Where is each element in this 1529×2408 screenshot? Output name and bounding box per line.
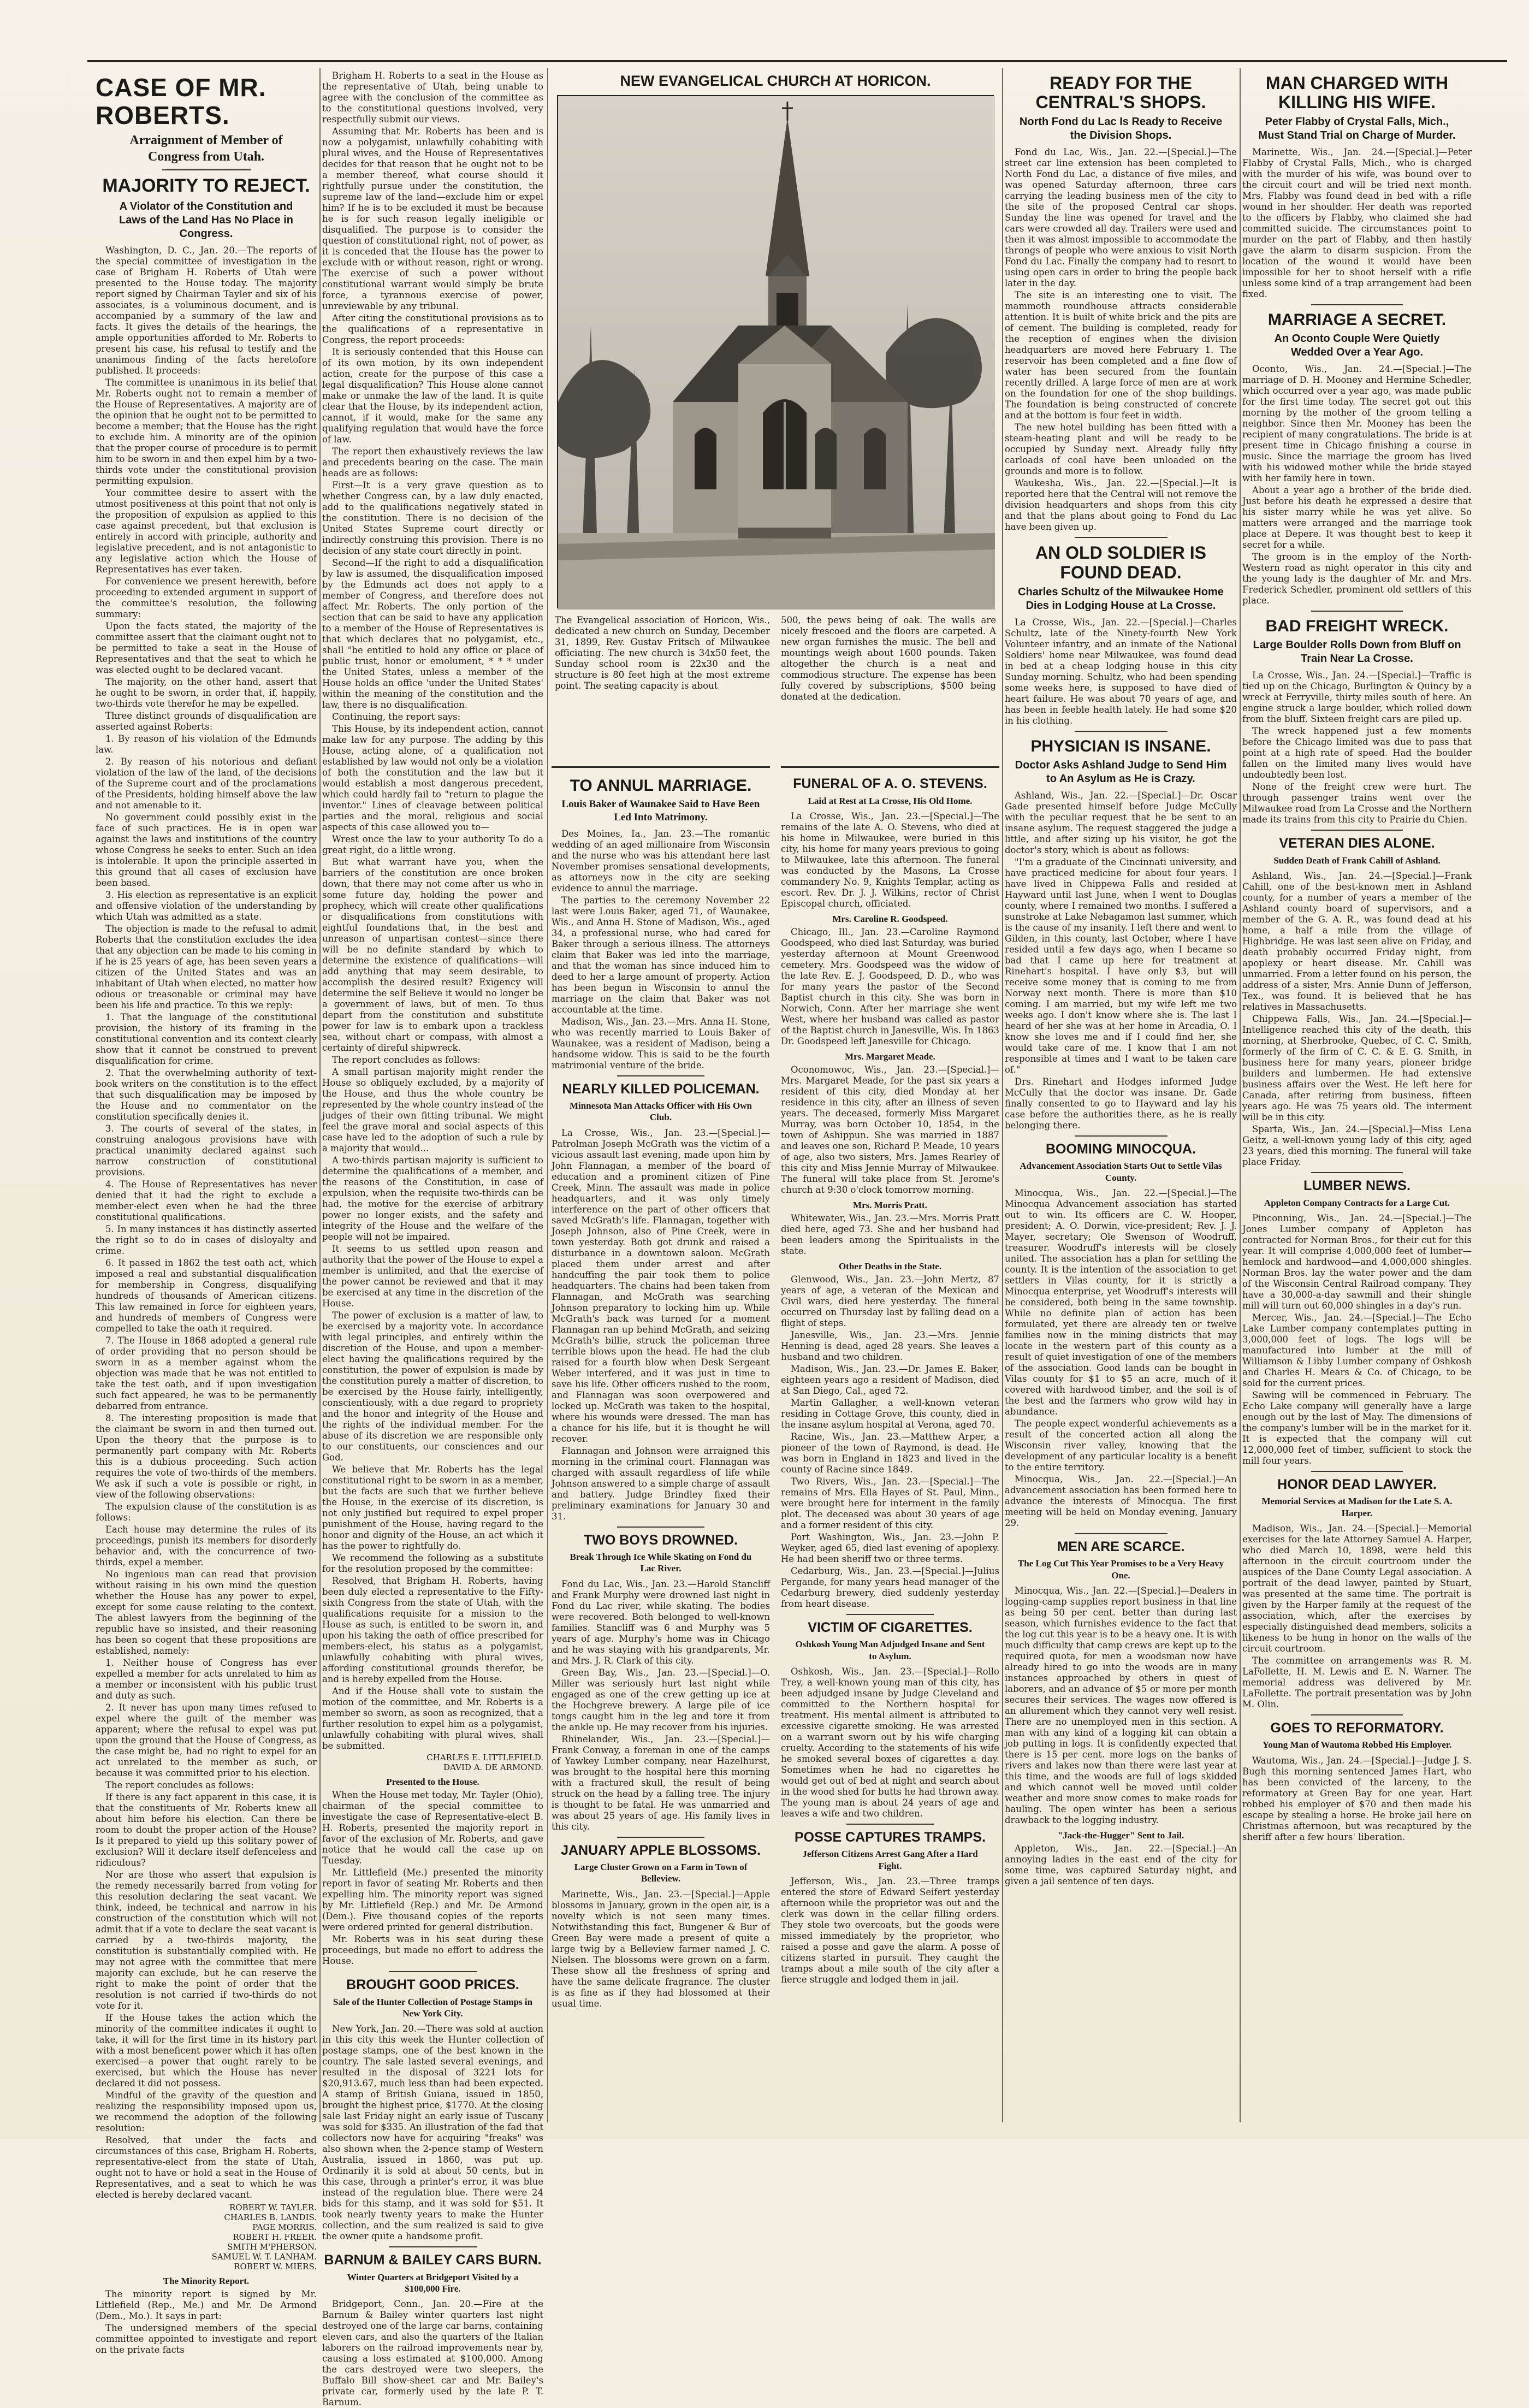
deck-lumber: Appleton Company Contracts for a Large Cut.: [1264, 1197, 1450, 1208]
caption-left: The Evangelical association of Horicon, Wis., dedicated a new church on Sunday, December 31, 1899, Rev. Gustav Fritsch of Milwaukee officiating. The new church is 34x50 feet, the Sunday school room is 22x30 and the structure is 80 feet high at the most extreme point. The seating capacity is about: [555, 615, 770, 691]
headline-reformatory: GOES TO REFORMATORY.: [1270, 1720, 1444, 1736]
paragraph: Drs. Rinehart and Hodges informed Judge McCully that the doctor was insane. Dr. Gade finally consented to go to Hayward and lay his case before the authorities there, as he is really belonging there.: [1005, 1076, 1237, 1131]
paragraph: We believe that Mr. Roberts has the legal constitutional right to be sworn in as a member, but the facts are such that we further believe the House, in the exercise of its discretion, is not only justified but required to expel proper punishment of the House, having regard to the honor and dignity of the House, an act which it has the power to rightfully do.: [322, 1464, 543, 1551]
separator: [1311, 1471, 1403, 1472]
headline-tramps: POSSE CAPTURES TRAMPS.: [794, 1829, 986, 1845]
paragraph: Wrest once the law to your authority To do a great right, do a little wrong.: [322, 834, 543, 855]
paragraph: A two-thirds partisan majority is sufficient to determine the qualifications of a member, and the reasons of the Constitution, in case of expulsion, when the requisite two-thirds can be had, the motive for the exercise of arbitrary power no longer exists, and the safety and integrity of the House and the welfare of the people will not be impaired.: [322, 1155, 543, 1242]
deck-funeral: Laid at Rest at La Crosse, His Old Home.: [808, 795, 973, 806]
paragraph: 2. By reason of his notorious and defiant violation of the law of the land, of the decisions of the Supreme court and of the proclamations of the Presidents, holding himself above the law and not amenable to it.: [96, 756, 317, 810]
paragraph: Washington, D. C., Jan. 20.—The reports of the special committee of investigation in the case of Brigham H. Roberts of Utah were presented to the House today. The majority report signed by Chairman Tayler and six of his associates, is a voluminous document, and is accompanied by a summary of the law and facts. It gives the details of the hearings, the ample opportunities afforded to Mr. Roberts to present his case, his refusal to testify and the unanimous finding of the facts heretofore published. It proceeds:: [96, 245, 317, 376]
deck-cigarettes: Oshkosh Young Man Adjudged Insane and Sent to Asylum.: [795, 1639, 985, 1661]
article-body: [781, 1064, 999, 1196]
signers: [322, 1753, 543, 1772]
paragraph: First—It is a very grave question as to whether Congress can, by a law duly enacted, add to the qualifications negatively stated in the constitution. There is no decision of the United States Supreme court directly or indirectly construing this provision. There is no decision of any state court directly in point.: [322, 480, 543, 556]
paragraph: The objection is made to the refusal to admit Roberts that the constitution excludes the idea that any objection can be made to his coming in if he is 25 years of age, has been seven years a citizen of the United States and was an inhabitant of Utah when elected, no matter how odious or treasonable or criminal may have been his life and practice. To this we reply:: [96, 923, 317, 1010]
article-body: [781, 927, 999, 1047]
paragraph: If there is any fact apparent in this case, it is that the constituents of Mr. Roberts knew all about him before his election. Can there be room to doubt the proper action of the House? Is it prepared to yield up this solitary power of exclusion? Will it declare itself defenceless and ridiculous?: [96, 1791, 317, 1868]
column-rule: [1002, 68, 1003, 2122]
subhead: "Jack-the-Hugger" Sent to Jail.: [1057, 1830, 1184, 1841]
paragraph: 1. That the language of the constitutional provision, the history of its framing in the constitutional convention and its context clearly show that it cannot be construed to prevent disqualification for crime.: [96, 1011, 317, 1066]
paragraph: "I'm a graduate of the Cincinnati university, and have practiced medicine for about four years. I have lived in Chippewa Falls and resided at Hayward until last June, when I went to Douglas county, where I remained two months. I suffered a sunstroke at Lake Nebagamon last summer, which is the cause of my insanity. I left there and went to Gilden, in this county, last October, where I have resided until a few days ago, when I became so bad that I came up here for treatment at Rinehart's hospital. I have only $3, but will receive some money that is coming to me from Norway next month. There is more than $10 coming. I am married, but my wife left me two weeks ago. I don't know where she is. The last I heard of her she was at her home in Arcadia, O. I know she loves me and if I could find her, she would take care of me. I know that I am not responsible at times and I want to be taken care of.": [1005, 856, 1237, 1075]
headline-majority: MAJORITY TO REJECT.: [102, 175, 310, 197]
church-photo: [557, 95, 994, 608]
deck-annul: Louis Baker of Waunakee Said to Have Been Led Into Matrimony.: [561, 798, 760, 823]
deck-secret: An Oconto Couple Were Quietly Wedded Over a Year Ago.: [1274, 333, 1440, 359]
separator: [1311, 1714, 1403, 1715]
article-body: [1005, 1585, 1237, 1826]
paragraph: No ingenious man can read that provision without raising in his own mind the question whether the House has any power to expel, except for some cause relating to the context. The ablest lawyers from the beginning of the republic have so insisted, and their reasoning has been so cogent that these propositions are established, namely:: [96, 1569, 317, 1656]
separator: [846, 1824, 934, 1825]
deck-violator: A Violator of the Constitution and Laws of the Land Has No Place in Congress.: [119, 200, 293, 240]
subhead-minority: The Minority Report.: [163, 2275, 250, 2286]
deck-drowned: Break Through Ice While Skating on Fond du Lac River.: [570, 1552, 752, 1574]
column-2: [322, 68, 543, 2407]
paragraph: It is seriously contended that this House can of its own motion, by its own independent action, create for the purpose of this case a legal disqualification? This House alone cannot make or unmake the law of the land. It is quite clear that the House, by its independent action, cannot, if it would, make for the same any qualifying regulation that would have the force of law.: [322, 347, 543, 445]
paragraph: New York, Jan. 20.—There was sold at auction in this city this week the Hunter collection of postage stamps, one of the best known in the country. The sale lasted several evenings, and resulted in the disposal of 3221 lots for $20,913.67, much less than had been expected. A stamp of British Guiana, issued in 1850, brought the highest price, $1770. At the closing sale last Friday night an early issue of Tuscany was sold for $335. An illustration of the fad that collectors now have for acquiring "freaks" was also shown when the 2-pence stamp of Western Australia, issued in 1860, was put up. Ordinarily it is sold at about 50 cents, but in this case, through a printer's error, it was blue instead of the regulation blue. There were 24 bids for this stamp, and it was sold for $51. It took nearly twenty years to make the Hunter collection, and the sum realized is said to give the owner quite a handsome profit.: [322, 2024, 543, 2241]
article-body: [1005, 147, 1237, 533]
headline-minocqua: BOOMING MINOCQUA.: [1046, 1141, 1196, 1157]
paragraph: But what warrant have you, when the barriers of the constitution are once broken down, that there may not come after us who in some future day, holding the power and prophecy, which will create other qualifications or disqualifications from constitutions with eightful foundations that, in the best and unreason of unpartisan contest—since there will be no definite standard by which to determine the existence of qualifications—will add anything that may seem desirable, to accomplish the desired result? Exigency will determine the self Believe it would no longer be a government of laws, but of men. To thus depart from the constitution and substitute power for law is to embark upon a trackless sea, without chart or compass, with almost a certainty of direful shipwreck.: [322, 857, 543, 1053]
photo-caption: [555, 615, 996, 702]
deck-scarce: The Log Cut This Year Promises to be a Very Heavy One.: [1017, 1558, 1224, 1581]
deck-policeman: Minnesota Man Attacks Officer with His Own Club.: [569, 1101, 752, 1123]
deck-soldier: Charles Schultz of the Milwaukee Home Dies in Lodging House at La Crosse.: [1018, 585, 1224, 612]
separator: [389, 2246, 477, 2247]
paragraph: Sparta, Wis., Jan. 24.—[Special.]—Miss Lena Geitz, a well-known young lady of this city, aged 23 years, died this morning. The funeral will take place Friday.: [1242, 1124, 1472, 1168]
article-body: [322, 2024, 543, 2242]
article-body: [552, 1889, 770, 2009]
paragraph: The expulsion clause of the constitution is as follows:: [96, 1501, 317, 1523]
paragraph: Minocqua, Wis., Jan. 22.—[Special.]—Dealers in logging-camp supplies report business in that line as being 50 per cent. better than during last season, which furnishes evidence to the fact that the log cut this year is to be a heavy one. It is with much difficulty that camp crews are kept up to the required quota, for men a woodsman now have already hired to go into the woods are in many instances approached by others in quest of laborers, and an advance of $5 or more per month secures their services. The wages now offered is an allurement which they cannot very well resist. There are no unemployed men in this section. A man with any kind of a logging kit can obtain a job putting in logs. It is confidently expected that there is 15 per cent. more logs on the banks of rivers and lakes now than there were last year at this time, and the woods are full of logs skidded and which cannot well be moved until colder weather and more snow comes to make roads for hauling. The open winter has been a serious drawback to the logging industry.: [1005, 1585, 1237, 1825]
paragraph: Waukesha, Wis., Jan. 22.—[Special.]—It is reported here that the Central will not remove the division headquarters and shops from this city and that the plans about going to Fond du Lac have been given up.: [1005, 478, 1237, 533]
paragraph: Two Rivers, Wis., Jan. 23.—[Special.]—The remains of Mrs. Ella Hayes of St. Paul, Minn., were brought here for interment in the family plot. The deceased was about 30 years of age and a former resident of this city.: [781, 1476, 999, 1530]
separator: [1075, 537, 1168, 538]
paragraph: 1. Neither house of Congress has ever expelled a member for acts unrelated to him as a member or inconsistent with his public trust and duty as such.: [96, 1657, 317, 1701]
paragraph: This House, by its independent action, cannot make law for any purpose. The adding by this House, acting alone, of a qualification not established by law would not only be a violation of both the constitution and the law but it would establish a most dangerous precedent, which could hardly fail to "return to plague the inventor." Lines of cleavage between political parties and the moral, religious and social aspects of this case allowed you to—: [322, 724, 543, 832]
paragraph: The committee on arrangements was R. M. LaFollette, H. M. Lewis and E. N. Warner. The memorial address was delivered by Mr. LaFollette. The portrait presentation was by John M. Olin.: [1242, 1655, 1472, 1709]
article-body: [781, 1666, 999, 1819]
paragraph: Bridgeport, Conn., Jan. 20.—Fire at the Barnum & Bailey winter quarters last night destroyed one of the large car barns, containing eleven cars, and also the quarters of the Italian laborers on the railroad improvements near by, causing a loss estimated at $100,000. Among the cars destroyed were two sleepers, the Buffalo Bill show-sheet car and Mr. Bailey's private car, formerly used by the late P. T. Barnum.: [322, 2299, 543, 2407]
paragraph: Mr. Roberts was in his seat during these proceedings, but made no effort to address the House.: [322, 1934, 543, 1966]
paragraph: Three distinct grounds of disqualification are asserted against Roberts:: [96, 710, 317, 732]
article-body: [781, 811, 999, 909]
separator: [617, 1075, 704, 1076]
article-body: [552, 1579, 770, 1832]
paragraph: Whitewater, Wis., Jan. 23.—Mrs. Morris Pratt died here, aged 73. She and her husband had been leaders among the Spiritualists in the state.: [781, 1212, 999, 1256]
deck-barnum: Winter Quarters at Bridgeport Visited by a $100,000 Fire.: [347, 2271, 519, 2294]
deck-reformatory: Young Man of Wautoma Robbed His Employer.: [1262, 1740, 1452, 1750]
separator: [1311, 304, 1403, 305]
paragraph: And if the House shall vote to sustain the motion of the committee, and Mr. Roberts is a member so sworn, as soon as recognized, that a further resolution to expel him as a polygamist, unlawfully cohabiting with plural wives, shall be submitted.: [322, 1686, 543, 1751]
paragraph: Sawing will be commenced in February. The Echo Lake company will generally have a large enough out by the last of May. The dimensions of the company's lumber will be in the market for it. It is expected that the company will cut 12,000,000 feet of timber, sufficient to stock the mill four years.: [1242, 1389, 1472, 1466]
paragraph: Des Moines, Ia., Jan. 23.—The romantic wedding of an aged millionaire from Wisconsin and the nurse who was his attendant here last November promises sensational developments, as attorneys now in the city are seeking evidence to annul the marriage.: [552, 828, 770, 894]
paragraph: Upon the facts stated, the majority of the committee assert that the claimant ought not to be permitted to take a seat in the House of Representatives and that the seat to which he was elected ought to be declared vacant.: [96, 620, 317, 675]
separator: [389, 1971, 477, 1972]
paragraph: The report concludes as follows:: [332, 1055, 481, 1065]
column-rule: [319, 68, 321, 2122]
column-5: [1242, 68, 1472, 2122]
column-rule: [547, 68, 548, 2122]
signer: CHARLES B. LANDIS.: [224, 2212, 317, 2222]
signer: SAMUEL W. T. LANHAM.: [211, 2251, 317, 2262]
headline-roberts: CASE OF MR. ROBERTS.: [96, 73, 266, 129]
paragraph: When the House met today, Mr. Tayler (Ohio), chairman of the special committee to investigate the case of Representative-elect B. H. Roberts, presented the majority report in favor of the exclusion of Mr. Roberts, and gave notice that he would call the case up on Tuesday.: [322, 1790, 543, 1866]
article-body: [1242, 1523, 1472, 1710]
headline-scarce: MEN ARE SCARCE.: [1057, 1539, 1185, 1554]
column-3a: [552, 762, 770, 2122]
paragraph: Fond du Lac, Wis., Jan. 22.—[Special.]—The street car line extension has been completed to North Fond du Lac, a distance of five miles, and was opened Saturday afternoon, three cars carrying the leading business men of the city to the site of the proposed Central car shops. Sunday the line was opened for travel and the cars were crowded all day. Trailers were used and then it was almost impossible to accommodate the throngs of people who were anxious to visit North Fond du Lac. Finally the company had to resort to using open cars in order to bring the people back later in the day.: [1005, 147, 1237, 289]
article-body: [1242, 1755, 1472, 1843]
paragraph: 1. By reason of his violation of the Edmunds law.: [96, 733, 317, 755]
paragraph: A small partisan majority might render the House so obliquely excluded, by a majority of the House, and thus the whole country be represented by the whole country instead of the judges of their own fitting tribunal. We might feel the grave moral and social aspects of this case have led to the adoption of such a rule by a majority that would...: [322, 1067, 543, 1153]
paragraph: 4. The House of Representatives has never denied that it had the right to exclude a member-elect even when he had the three constitutional qualifications.: [96, 1179, 317, 1222]
column-1: [96, 68, 317, 2355]
paragraph: Appleton, Wis., Jan. 22.—[Special.]—An annoying ladies in the east end of the city for some time, was captured Saturday night, and given a jail sentence of ten days.: [1005, 1843, 1237, 1886]
paragraph: 7. The House in 1868 adopted a general rule of order providing that no person should be sworn in as a member against whom the objection was made that he was not entitled to take the test oath, and if upon investigation such fact appeared, he was to be permanently debarred from entrance.: [96, 1335, 317, 1411]
article-body: [1242, 1213, 1472, 1466]
signers: [96, 2203, 317, 2271]
headline-drowned: TWO BOYS DROWNED.: [584, 1532, 738, 1548]
paragraph: Janesville, Wis., Jan. 23.—Mrs. Jennie Henning is dead, aged 28 years. She leaves a husband and two children.: [781, 1329, 999, 1362]
deck-killing: Peter Flabby of Crystal Falls, Mich., Must Stand Trial on Charge of Murder.: [1258, 116, 1456, 142]
paragraph: Racine, Wis., Jan. 23.—Matthew Arper, a pioneer of the town of Raymond, is dead. He was born in England in 1823 and lived in the county of Racine since 1849.: [781, 1431, 999, 1475]
headline-barnum: BARNUM & BAILEY CARS BURN.: [324, 2252, 542, 2268]
column-4: [1005, 68, 1237, 2122]
paragraph: Continuing, the report says:: [332, 712, 461, 722]
article-body: [96, 2289, 317, 2356]
photo-title: NEW EVANGELICAL CHURCH AT HORICON.: [620, 73, 931, 89]
paragraph: Oconto, Wis., Jan. 24.—[Special.]—The marriage of D. H. Mooney and Hermine Schedler, which occurred over a year ago, was made public for the first time today. The secret got out this morning by the mother of the groom telling a neighbor. Since then Mr. Mooney has been the recipient of many congratulations. The bride is at present time in Chicago finishing a course in music. Since the marriage the groom has lived with his widowed mother while the bride stayed with her family here in town.: [1242, 364, 1472, 484]
paragraph: The parties to the ceremony November 22 last were Louis Baker, aged 71, of Waunakee, Wis., and Anna H. Stone of Madison, Wis., aged 34, a professional nurse, who had cared for Baker through a serious illness. The attorneys claim that Baker was led into the marriage, and that the woman has since induced him to deed to her a large amount of property. Action has been begun in Wisconsin to annul the marriage on the claim that Baker was not accountable at the time.: [552, 895, 770, 1015]
paragraph: Wautoma, Wis., Jan. 24.—[Special.]—Judge J. S. Bugh this morning sentenced James Hart, who has been convicted of the larceny, to the reformatory at Green Bay for one year. Hart robbed his employer of $70 and then made his escape by stealing a horse. He broke jail here on Christmas afternoon, but was recaptured by the sheriff after a few hours' liberation.: [1242, 1755, 1472, 1842]
paragraph: Oconomowoc, Wis., Jan. 23.—[Special.]—Mrs. Margaret Meade, for the past six years a resident of this city, died Monday at her residence in this city, after an illness of seven years. The deceased, formerly Miss Margaret Murray, was born October 10, 1854, in the town of Ashippun. She was married in 1887 and leaves one son, Richard P. Meade, 10 years of age, also two sisters, Mrs. James Rearley of this city and Miss Jennie Murray of Milwaukee. The funeral will take place from St. Jerome's church at 9:30 o'clock tomorrow morning.: [781, 1064, 999, 1195]
paragraph: After citing the constitutional provisions as to the qualifications of a representative in Congress, the report proceeds:: [322, 313, 543, 345]
headline-veteran: VETERAN DIES ALONE.: [1279, 836, 1435, 851]
article-body: [1005, 1188, 1237, 1529]
paragraph: Marinette, Wis., Jan. 24.—[Special.]—Peter Flabby of Crystal Falls, Mich., who is charged with the murder of his wife, was bound over to the circuit court and will be tried next month. Mrs. Flabby was found dead in bed with a rifle wound in her shoulder. Her death was reported to the officers by Flabby, who claimed she had committed suicide. The circumstances point to murder on the part of Flabby, and then hastily gave the alarm to disarm suspicion. From the location of the wound it would have been impossible for her to shoot herself with a rifle unless some kind of a trap arrangement had been fixed.: [1242, 147, 1472, 300]
paragraph: It seems to us settled upon reason and authority that the power of the House to expel a member is unlimited, and that the exercise of the power cannot be reviewed and that it may be exercised at any time in the discretion of the House.: [322, 1244, 543, 1309]
headline-apple: JANUARY APPLE BLOSSOMS.: [561, 1842, 761, 1858]
article-body: [1242, 670, 1472, 825]
paragraph: 3. His election as representative is an explicit and offensive violation of the understanding by which Utah was admitted as a state.: [96, 889, 317, 922]
headline-lawyer: HONOR DEAD LAWYER.: [1277, 1476, 1437, 1492]
deck-apple: Large Cluster Grown on a Farm in Town of Belleview.: [574, 1862, 748, 1884]
paragraph: Second—If the right to add a disqualification by law is assumed, the disqualification imposed by the Edmunds act does not apply to a member of Congress, and therefore does not affect Mr. Roberts. The only portion of the section that can be said to have any application to a member of the House of Representatives is that which declares that no polygamist, etc., shall "be entitled to hold any office or place of public trust, honor or emolument, * * * under the United States, unless a member of the House holds an office 'under the United States' within the meaning of the constitution and the law, there is no disqualification.: [322, 558, 543, 710]
paragraph: Minocqua, Wis., Jan. 22.—[Special.]—An advancement association has been formed here to advance the interests of Minocqua. The first meeting will be held on Monday evening, January 29.: [1005, 1474, 1237, 1528]
article-body: [1005, 1843, 1237, 1887]
paragraph: La Crosse, Wis., Jan. 23.—[Special.]—The remains of the late A. O. Stevens, who died at his home in Milwaukee, were buried in this city, his home for many years previous to going to Milwaukee, late this afternoon. The funeral was conducted by the Masons, La Crosse commandery No. 9, Knights Templar, acting as escort. Rev. Dr. J. J. Wilkins, rector of Christ Episcopal church, officiated.: [781, 810, 999, 909]
article-body: [552, 1128, 770, 1522]
article-body: [552, 829, 770, 1071]
paragraph: Ashland, Wis., Jan. 24.—[Special.]—Frank Cahill, one of the best-known men in Ashland county, for a number of years a member of the Ashland county board of supervisors, and a member of the G. A. R., was found dead at his home, a half a mile from the village of Highbridge. He was last seen alive on Friday, and death probably occurred Friday night, from apoplexy or heart disease. Mr. Cahill was unmarried. From a letter found on his person, the address of a sister, Mrs. Annie Dunn of Jefferson, Tex., was found. It is believed that he has relatives in Massachusetts.: [1242, 871, 1472, 1013]
paragraph: La Crosse, Wis., Jan. 24.—[Special.]—Traffic is tied up on the Chicago, Burlington & Quincy by a wreck at Ferryville, thirty miles south of here. An engine struck a large boulder, which rolled down from the bluff. Sixteen freight cars are piled up.: [1242, 670, 1472, 725]
paragraph: The majority, on the other hand, assert that he ought to be sworn, in order that, if, happily, two-thirds vote therefor he may be expelled.: [96, 676, 317, 709]
paragraph: The new hotel building has been fitted with a steam-heating plant and will be ready to be occupied by Sunday next. Already fully fifty carloads of coal have been unloaded on the grounds and more is to follow.: [1005, 422, 1237, 477]
paragraph: If the House takes the action which the minority of the committee indicates it ought to take, it will for the first time in its history part with a most beneficent power which it has often exercised—a power that ought rarely to be exercised, but which the House has never declared it did not possess.: [96, 2012, 317, 2088]
paragraph: 2. It never has upon many times refused to expel where the guilt of the member was apparent; where the refusal to expel was put upon the ground that the House of Congress, as the case might be, had no right to expel for an act unrelated to the member as such, or because it was committed prior to his election.: [96, 1702, 317, 1778]
signer: DAVID A. DE ARMOND.: [443, 1762, 543, 1772]
paragraph: For convenience we present herewith, before proceeding to extended argument in support of the committee's resolution, the following summary:: [96, 576, 317, 619]
paragraph: The undersigned members of the special committee appointed to investigate and report on the private facts: [96, 2322, 317, 2355]
paragraph: La Crosse, Wis., Jan. 23.—[Special.]—Patrolman Joseph McGrath was the victim of a vicious assault last evening, made upon him by John Flannagan, a member of the board of education and a prominent citizen of Pine Creek, Minn. The assault was made in police headquarters, and it was only timely interference on the part of other officers that saved McGrath's life. Flannagan, together with Joseph Johnson, also of Pine Creek, were in town yesterday. Both got drunk and raised a disturbance in a downtown saloon. McGrath placed them under arrest and after handcuffing the pair took them to police headquarters. The chains had been taken from Flannagan, and McGrath was searching Johnson preparatory to locking him up. While McGrath's back was turned for a moment Flannagan ran up behind McGrath, and seizing McGrath's billie, struck the policeman three terrible blows upon the head. He had the club raised for a fourth blow when Desk Sergeant Weber interfered, and it was just in time to save his life. Other officers rushed to the room, and Flannagan was soon overpowered and locked up. McGrath was taken to the hospital, where his wounds were dressed. The man has a chance for his life, but it is thought he will recover.: [552, 1127, 770, 1444]
deck-tramps: Jefferson Citizens Arrest Gang After a Hard Fight.: [802, 1849, 978, 1871]
deck-veteran: Sudden Death of Frank Cahill of Ashland.: [1273, 855, 1441, 866]
paragraph: The report then exhaustively reviews the law and precedents bearing on the case. The main heads are as follows:: [322, 446, 543, 478]
headline-funeral: FUNERAL OF A. O. STEVENS.: [793, 776, 987, 791]
deck-minocqua: Advancement Association Starts Out to Settle Vilas County.: [1020, 1161, 1222, 1183]
paragraph: Green Bay, Wis., Jan. 23.—[Special.]—O. Miller was seriously hurt last night while engaged as one of the crew getting up ice at the Hochgreve brewery. A large pile of ice tongs caught him in the leg and tore it from the ankle up. He may recover from his injuries.: [552, 1667, 770, 1732]
paragraph: The minority report is signed by Mr. Littlefield (Rep., Me.) and Mr. De Armond (Dem., Mo.). It says in part:: [96, 2288, 317, 2321]
paragraph: 3. The courts of several of the states, in construing analogous provisions have with practical unanimity declared against such narrow construction of constitutional provisions.: [96, 1123, 317, 1178]
separator: [1075, 731, 1168, 732]
paragraph: Ashland, Wis., Jan. 22.—[Special.]—Dr. Oscar Gade presented himself before Judge McCully with the peculiar request that he be sent to an insane asylum. The request staggered the judge a little, and after sizing up his visitor, he got the doctor's story, which is about as follows:: [1005, 790, 1237, 855]
paragraph: Martin Gallagher, a well-known veteran residing in Cottage Grove, this county, died in the insane asylum hospital at Verona, aged 70.: [781, 1397, 999, 1430]
paragraph: The committee is unanimous in its belief that Mr. Roberts ought not to remain a member of the House of Representatives. A majority are of the opinion that he ought not to be permitted to become a member; that the House has the right to exclude him. A minority are of the opinion that the proper course of procedure is to permit him to be sworn in and then expel him by a two-thirds vote under the constitutional provision permitting expulsion.: [96, 377, 317, 486]
caption-right: 500, the pews being of oak. The walls are nicely frescoed and the floors are carpeted. A new organ furnishes the music. The bell and mountings weigh about 1600 pounds. Taken altogether the church is a neat and commodious structure. The expense has been fully covered by subscriptions, $500 being donated at the dedication.: [781, 615, 996, 702]
paragraph: Oshkosh, Wis., Jan. 23.—[Special.]—Rollo Trey, a well-known young man of this city, has been adjudged insane by Judge Cleveland and committed to the Northern hospital for treatment. His mental ailment is attributed to excessive cigarette smoking. He was arrested on a warrant sworn out by his wife charging cruelty. According to the statements of his wife he smoked several boxes of cigarettes a day. Sometimes when he had no cigarettes he would get out of bed at night and search about in the wood shed for butts he had thrown away. The young man is about 24 years of age and leaves a wife and two children.: [781, 1666, 999, 1819]
paragraph: Assuming that Mr. Roberts has been and is now a polygamist, unlawfully cohabiting with plural wives, and the House of Representatives decides for that reason that he ought not to be a member thereof, what course should it rightfully pursue under the constitution, the supreme law of the land—exclude him or expel him? If he is to be excluded it must be because he is for such reason legally ineligible or disqualified. The purpose is to consider the question of constitutional right, not of power, as it is conceded that the House has the power to exclude with or without reason, right or wrong. The exercise of such a power without constitutional warrant would simply be brute force, a tyrannous exercise of power, unreviewable by any tribunal.: [322, 126, 543, 311]
article-body: [781, 1876, 999, 1985]
paragraph: Mr. Littlefield (Me.) presented the minority report in favor of seating Mr. Roberts and then expelling him. The minority report was signed by Mr. Littlefield (Rep.) and Mr. De Armond (Dem.). Five thousand copies of the reports were ordered printed for general distribution.: [322, 1867, 543, 1932]
signer: ROBERT W. MIERS.: [234, 2261, 317, 2271]
paragraph: About a year ago a brother of the bride died. Just before his death he expressed a desire that his sister marry while he was yet alive. So matters were arranged and the marriage took place at Depere. It was thought best to keep it secret for a while.: [1242, 485, 1472, 551]
headline-policeman: NEARLY KILLED POLICEMAN.: [562, 1081, 760, 1097]
masthead-rule: [87, 60, 1507, 62]
deck-prices: Sale of the Hunter Collection of Postage Stamps in New York City.: [333, 1996, 533, 2019]
paragraph: 6. It passed in 1862 the test oath act, which imposed a real and substantial disqualification for membership in Congress, disqualifying hundreds of thousands of American citizens. This law remained in force for eighteen years, and hundreds of members of Congress were compelled to take the oath it required.: [96, 1257, 317, 1334]
deck-shops: North Fond du Lac Is Ready to Receive the Division Shops.: [1019, 116, 1223, 142]
deck-arraignment: Arraignment of Member of Congress from Utah.: [129, 133, 283, 164]
article-body: [1242, 871, 1472, 1168]
paragraph: Chicago, Ill., Jan. 23.—Caroline Raymond Goodspeed, who died last Saturday, was buried yesterday afternoon at Mount Greenwood cemetery. Mrs. Goodspeed was the widow of the late Rev. E. J. Goodspeed, D. D., who was for many years the pastor of the Second Baptist church in this city. She was born in Norwich, Conn. After her marriage she went West, where her husband was called as pastor of the Baptist church in Janesville, Wis. In 1863 Dr. Goodspeed left Janesville for Chicago.: [781, 926, 999, 1046]
paragraph: Jefferson, Wis., Jan. 23.—Three tramps entered the store of Edward Seifert yesterday afternoon while the proprietor was out and the clerk was down in the cellar filling orders. They stole two overcoats, but the goods were missed immediately by the proprietor, who raised a posse and gave the alarm. A posse of citizens started in pursuit. They caught the tramps about a mile south of the city after a fierce struggle and lodged them in jail.: [781, 1875, 999, 1985]
paragraph: Resolved, that Brigham H. Roberts, having been duly elected a representative to the Fifty-sixth Congress from the state of Utah, with the qualifications requisite for a mission to the House as such, is entitled to be sworn in, and upon his taking the oath of office prescribed for members-elect, his status as a polygamist, unlawfully cohabiting with plural wives, affording constitutional grounds therefor, be and is hereby expelled from the House.: [322, 1576, 543, 1684]
article-body: [781, 1274, 999, 1610]
paragraph: Flannagan and Johnson were arraigned this morning in the criminal court. Flannagan was charged with assault regardless of life while Johnson answered to a simple charge of assault and battery. Judge Brindley fixed their preliminary examinations for January 30 and 31.: [552, 1445, 770, 1522]
headline-killing: MAN CHARGED WITH KILLING HIS WIFE.: [1265, 73, 1449, 113]
paragraph: Pinconning, Wis., Jan. 24.—[Special.]—The Jones Lumber company of Appleton has contracted for Norman Bros., for their cut for this year. It will comprise 4,000,000 feet of lumber—hemlock and hardwood—and 4,000,000 shingles. Norman Bros. lay the water power and the dam of the Wisconsin Central Railroad company. They have a 30,000-a-day sawmill and their shingle mill will turn out 60,000 shingles in a day's run.: [1242, 1212, 1472, 1311]
signer: PAGE MORRIS.: [252, 2222, 317, 2232]
paragraph: Brigham H. Roberts to a seat in the House as the representative of Utah, being unable to agree with the conclusion of the committee as to the constitutional questions involved, very respectfully submit our views.: [322, 70, 543, 125]
paragraph: 2. That the overwhelming authority of text-book writers on the constitution is to the effect that such disqualification may be imposed by the House and no commentator on the constitution specifically denies it.: [96, 1067, 317, 1122]
headline-physician: PHYSICIAN IS INSANE.: [1030, 737, 1211, 755]
signer: SMITH M'PHERSON.: [227, 2241, 317, 2252]
paragraph: Marinette, Wis., Jan. 23.—[Special.]—Apple blossoms in January, grown in the open air, is a novelty which is not seen many times. Notwithstanding this fact, Bungener & Bur of Green Bay were made a present of quite a large twig by a Belleview farmer named J. C. Nielsen. The blossoms were grown on a farm. These show all the freshness of spring and have the same delicate fragrance. The cluster is as fine as if they had blossomed at their usual time.: [552, 1889, 770, 2009]
paragraph: Cedarburg, Wis., Jan. 23.—[Special.]—Julius Pergande, for many years head manager of the Cedarburg brewery, died suddenly yesterday from heart disease.: [781, 1565, 999, 1609]
paragraph: Rhinelander, Wis., Jan. 23.—[Special.]—Frank Conway, a foreman in one of the camps of Yawkey Lumber company, near Hazelhurst, was brought to the hospital here this morning with a fractured skull, the result of being struck on the head by a falling tree. The injury is thought to be fatal. He was unmarried and was about 25 years of age. His family lives in this city.: [552, 1733, 770, 1832]
paragraph: Fond du Lac, Wis., Jan. 23.—Harold Stancliff and Frank Murphy were drowned last night in Fond du Lac river, while skating. The bodies were recovered. Both belonged to well-known families. Stancliff was 6 and Murphy was 5 years of age. Murphy's home was in Chicago and he was staying with his grandparents, Mr. and Mrs. J. R. Clark of this city.: [552, 1578, 770, 1666]
church-illustration: [558, 96, 995, 610]
paragraph: The people expect wonderful achievements as a result of the concerted action all along the Wisconsin river valley, knowing that the development of any particular locality is a benefit to the entire territory.: [1005, 1418, 1237, 1472]
paragraph: None of the freight crew were hurt. The through passenger trains went over the Milwaukee road from La Crosse and the Northern made its trains from this city to Prairie du Chien.: [1242, 782, 1472, 825]
deck-wreck: Large Boulder Rolls Down from Bluff on Train Near La Crosse.: [1253, 639, 1461, 665]
paragraph: 8. The interesting proposition is made that the claimant be sworn in and then turned out. Upon the theory that the purpose is to permanently part company with Mr. Roberts this is a dubious proceeding. Such action requires the vote of two-thirds of the members. We ask if such a vote is possible or right, in view of the following observations:: [96, 1412, 317, 1500]
separator: [162, 169, 251, 170]
paragraph: Chippewa Falls, Wis., Jan. 24.—[Special.]—Intelligence reached this city of the death, this morning, at Sherbrooke, Quebec, of C. C. Smith, formerly of the firm of C. C. & E. G. Smith, in business here for many years, pioneer bridge builders and lumbermen. He had extensive business affairs over the West. He left here for Canada, after retiring from business, fifteen years ago. He was 75 years old. The interment will be in this city.: [1242, 1014, 1472, 1123]
article-body: [1005, 617, 1237, 726]
separator: [617, 1527, 704, 1528]
headline-lumber: LUMBER NEWS.: [1303, 1178, 1411, 1194]
headline-annul: TO ANNUL MARRIAGE.: [570, 777, 752, 795]
paragraph: Resolved, that under the facts and circumstances of this case, Brigham H. Roberts, representative-elect from the state of Utah, ought not to have or hold a seat in the House of Representatives, and a seat to which he was elected is hereby declared vacant.: [96, 2134, 317, 2200]
column-3b: [781, 762, 999, 2122]
paragraph: Mercer, Wis., Jan. 24.—[Special.]—The Echo Lake Lumber company contemplates putting in 3,000,000 feet of logs. The logs will be manufactured into lumber at the mill of Williamson & Libby Lumber company of Oshkosh and Charles H. Mears & Co. of Chicago, to be sold for the current prices.: [1242, 1312, 1472, 1388]
paragraph: Madison, Wis., Jan. 23.—Dr. James E. Baker, eighteen years ago a resident of Madison, died at San Diego, Cal., aged 72.: [781, 1363, 999, 1396]
separator: [1311, 1172, 1403, 1173]
article-body: [322, 2299, 543, 2408]
article-body: [322, 1790, 543, 1967]
paragraph: No government could possibly exist in the face of such practices. He is in open war against the laws and institutions of the country whose Congress he seeks to enter. Such an idea is intolerable. It upon the principle asserted in this ground that all cases of exclusion have been based.: [96, 812, 317, 888]
article-body: [322, 70, 543, 1752]
paragraph: Each house may determine the rules of its proceedings, punish its members for disorderly behavior and, with the concurrence of two-thirds, expel a member.: [96, 1524, 317, 1567]
subhead: Mrs. Caroline R. Goodspeed.: [832, 913, 948, 924]
paragraph: Port Washington, Wis., Jan. 23.—John P. Weyker, aged 65, died last evening of apoplexy. He had been sheriff two or three terms.: [781, 1531, 999, 1564]
column-3: [552, 68, 999, 2122]
paragraph: Madison, Wis., Jan. 24.—[Special.]—Memorial exercises for the late Attorney Samuel A. Harper, who died March 10, 1898, were held this afternoon in the circuit courtroom under the auspices of the Dane County Legal association. A portrait of the dead lawyer, painted by Stuart, was presented at the same time. The portrait is given by the Harper family at the request of the association, which, after the exercises by especially distinguished dead members, solicits a likeness to be hung in honor on the walls of the circuit courtroom.: [1242, 1523, 1472, 1654]
separator: [846, 1614, 934, 1615]
paragraph: Glenwood, Wis., Jan. 23.—John Mertz, 87 years of age, a veteran of the Mexican and Civil wars, died here yesterday. The funeral occurred on Thursday last by falling dead on a flight of steps.: [781, 1274, 999, 1328]
paragraph: Madison, Wis., Jan. 23.—Mrs. Anna H. Stone, who was recently married to Louis Baker of Waunakee, was a resident of Madison, being a handsome widow. This is said to be the fourth matrimonial venture of the bride.: [552, 1016, 770, 1070]
article-body: [96, 245, 317, 2200]
subhead: Mrs. Morris Pratt.: [853, 1199, 927, 1210]
headline-soldier: AN OLD SOLDIER IS FOUND DEAD.: [1035, 543, 1206, 582]
subhead-presented: Presented to the House.: [386, 1777, 479, 1787]
signer: ROBERT W. TAYLER.: [229, 2202, 317, 2212]
paragraph: Your committee desire to assert with the utmost positiveness at this point that not only is the proposition of expulsion as applied to this case against precedent, but that exclusion is entirely in accord with principle, authority and legislative precedent, and is not antagonistic to any legislative action which the House of Representatives has ever taken.: [96, 487, 317, 575]
paragraph: Minocqua, Wis., Jan. 22.—[Special.]—The Minocqua Advancement association has started out to win. Its officers are C. W. Hooper, president; A. O. Dorwin, vice-president; Rev. J. J. Mayer, secretary; Ole Swenson of Woodruff, treasurer. Woodruff's interests will be closely united. The association has a plan for settling the county. It is the intention of the association to get settlers in Vilas county, for it is strictly a Minocqua enterprise, yet Woodruff's interests will be considered, both being in the same township. While no definite plan of action has been formulated, yet there are already ten or twelve families now in the mining districts that may locate in the western part of this county as a result of quiet investigation of one of the members of the association. Good lands can be bought in Vilas county for $1 to $5 an acre, much of it covered with hardwood timber, and the soil is of the best and the farmers who grow wild hay in abundance.: [1005, 1187, 1237, 1417]
signer: ROBERT H. FREER.: [233, 2232, 317, 2242]
subhead: Other Deaths in the State.: [838, 1261, 942, 1271]
separator: [1311, 611, 1403, 612]
separator: [617, 1837, 704, 1838]
paragraph: The site is an interesting one to visit. The mammoth roundhouse attracts considerable attention. It is built of white brick and the pits are of cement. The building is completed, ready for the reception of engines when the division headquarters are moved here February 1. The reservoir has been completed and a fine flow of water has been secured from the fountain recently drilled. A large force of men are at work on the foundation for one of the shop buildings. The foundation is being constructed of concrete and at the bottom is four feet in width.: [1005, 290, 1237, 421]
paragraph: The wreck happened just a few moments before the Chicago limited was due to pass that point at a high rate of speed. Had the boulder fallen on the limited many lives would have undoubtedly been lost.: [1242, 726, 1472, 780]
article-body: [1242, 147, 1472, 300]
headline-wreck: BAD FREIGHT WRECK.: [1265, 617, 1449, 636]
headline-shops: READY FOR THE CENTRAL'S SHOPS.: [1035, 73, 1206, 113]
article-body: [1242, 364, 1472, 606]
article-body: [781, 1213, 999, 1257]
paragraph: 5. In many instances it has distinctly asserted the right so to do in cases of disloyalty and crime.: [96, 1223, 317, 1256]
headline-prices: BROUGHT GOOD PRICES.: [346, 1977, 519, 1992]
column-rule: [1240, 68, 1241, 2122]
separator: [1075, 1135, 1168, 1137]
headline-secret: MARRIAGE A SECRET.: [1267, 311, 1447, 329]
paragraph: The power of exclusion is a matter of law, to be exercised by a majority vote. In accordance with legal principles, and entirely within the discretion of the House, and upon a member-elect having the qualifications required by the constitution, the power of expulsion is made by the constitution purely a matter of discretion, to be exercised by the House fairly, intelligently, conscientiously, with a due regard to propriety and the honor and integrity of the House and the rights of the individual member. For the abuse of its discretion we are responsible only to our constituents, our consciences and our God.: [322, 1310, 543, 1463]
paragraph: Nor are those who assert that expulsion is the remedy necessarily barred from voting for this resolution declaring the seat vacant. We think, indeed, be technical and narrow in his construction of the constitution which will not admit that if a vote to declare the seat vacant is carried by a two-thirds majority, the constitution is substantially complied with. He may not agree with the committee that mere majority can exclude, but he can reserve the right to make the point of order that the resolution is not carried if two-thirds do not vote for it.: [96, 1869, 317, 2011]
paragraph: La Crosse, Wis., Jan. 22.—[Special.]—Charles Schultz, late of the Ninety-fourth New York Volunteer infantry, and an inmate of the National Soldiers' home near Milwaukee, was found dead in bed at a cheap lodging house in this city Sunday morning. Schultz, who had been spending some weeks here, is supposed to have died of heart failure. He was about 70 years of age, and has been in feeble health lately. He had some $20 in his clothing.: [1005, 617, 1237, 726]
deck-physician: Doctor Asks Ashland Judge to Send Him to An Asylum as He is Crazy.: [1015, 759, 1227, 785]
article-body: [1005, 790, 1237, 1131]
paragraph: The report concludes as follows:: [105, 1779, 254, 1790]
subhead: Mrs. Margaret Meade.: [845, 1051, 935, 1062]
separator: [1311, 830, 1403, 831]
deck-lawyer: Memorial Services at Madison for the Late S. A. Harper.: [1261, 1496, 1453, 1518]
separator: [1075, 1533, 1168, 1534]
paragraph: We recommend the following as a substitute for the resolution proposed by the committee:: [322, 1553, 543, 1574]
signer: CHARLES E. LITTLEFIELD.: [426, 1753, 543, 1762]
paragraph: The groom is in the employ of the North-Western road as night operator in this city and the young lady is the daughter of Mr. and Mrs. Frederick Schedler, prominent old settlers of this place.: [1242, 552, 1472, 606]
paragraph: Mindful of the gravity of the question and realizing the responsibility imposed upon us, we recommend the adoption of the following resolution:: [96, 2090, 317, 2133]
headline-cigarettes: VICTIM OF CIGARETTES.: [808, 1619, 973, 1635]
